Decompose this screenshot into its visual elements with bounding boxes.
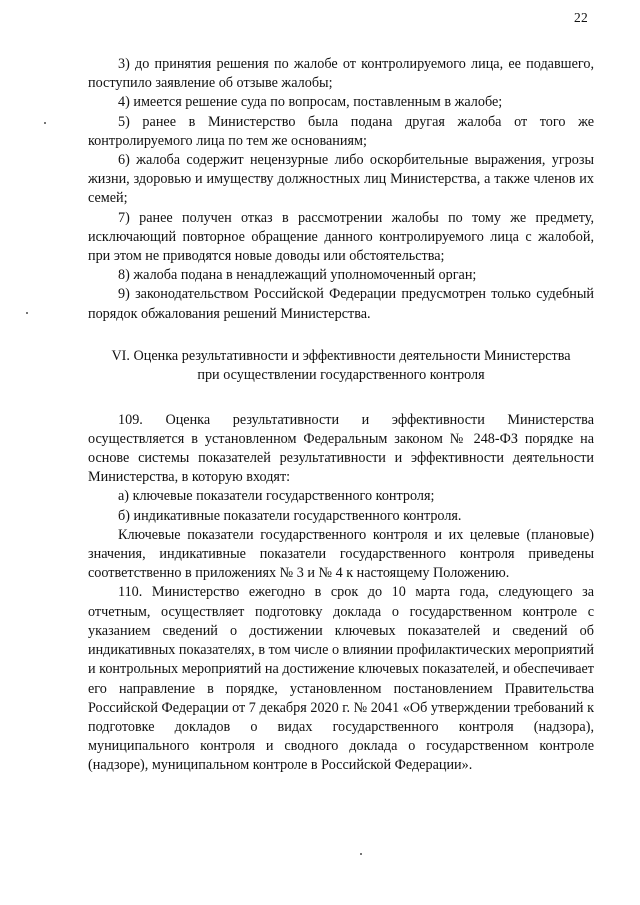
paragraph-key-indicators: Ключевые показатели государственного контроля и их целевые (плановые) значения, индикативные показатели государственного контроля приведены соответственно в приложениях № 3 и № 4 к настоящему Положению.: [88, 526, 594, 582]
scan-speck: [26, 312, 28, 314]
scan-speck: [360, 853, 362, 855]
list-item-6: 6) жалоба содержит нецензурные либо оскорбительные выражения, угрозы жизни, здоровью и имуществу должностных лиц Министерства, а также членов их семей;: [88, 152, 594, 207]
indicator-item-a: а) ключевые показатели государственного контроля;: [118, 488, 435, 505]
list-item-3: 3) до принятия решения по жалобе от контролируемого лица, ее подавшего, поступило заявление об отзыве жалобы;: [88, 56, 594, 92]
scan-speck: [44, 122, 46, 124]
paragraph-109: 109. Оценка результативности и эффективности Министерства осуществляется в установленном Федеральным законом № 248-ФЗ порядке на основе системы показателей результативности и эффективности деятельности Министерства, в которую входят:: [88, 411, 594, 486]
list-item-7: 7) ранее получен отказ в рассмотрении жалобы по тому же предмету, исключающий повторное обращение данного контролируемого лица с жалобой, при этом не приводятся новые доводы или обстоятельства;: [88, 209, 594, 265]
page-number: 22: [574, 10, 588, 25]
section-heading: [88, 347, 594, 386]
indicator-item-b: б) индикативные показатели государственного контроля.: [118, 507, 462, 524]
list-item-5: 5) ранее в Министерство была подана другая жалоба от того же контролируемого лица по тем же основаниям;: [88, 113, 594, 149]
section-heading-line-2: при осуществлении государственного контроля: [197, 367, 485, 384]
list-item-4: 4) имеется решение суда по вопросам, поставленным в жалобе;: [118, 94, 503, 111]
section-heading-line-1: VI. Оценка результативности и эффективности деятельности Министерства: [111, 347, 571, 364]
paragraph-110: 110. Министерство ежегодно в срок до 10 марта года, следующего за отчетным, осуществляет подготовку доклада о государственном контроле с указанием сведений о достижении ключевых показателей и сведений об индикативных показателях, в том числе о влиянии профилактических мероприятий и контрольных мероприятий на достижение ключевых показателей, и обеспечивает его направление в порядке, установленном постановлением Правительства Российской Федерации от 7 декабря 2020 г. № 2041 «Об утверждении требований к подготовке докладов о видах государственного контроля (надзора), муниципального контроля и сводного доклада о государственном контроле (надзоре), муниципальном контроле в Российской Федерации».: [88, 584, 594, 774]
list-item-9: 9) законодательством Российской Федерации предусмотрен только судебный порядок обжалования решений Министерства.: [88, 286, 594, 322]
document-body: [88, 55, 594, 776]
list-item-8: 8) жалоба подана в ненадлежащий уполномоченный орган;: [118, 267, 477, 284]
